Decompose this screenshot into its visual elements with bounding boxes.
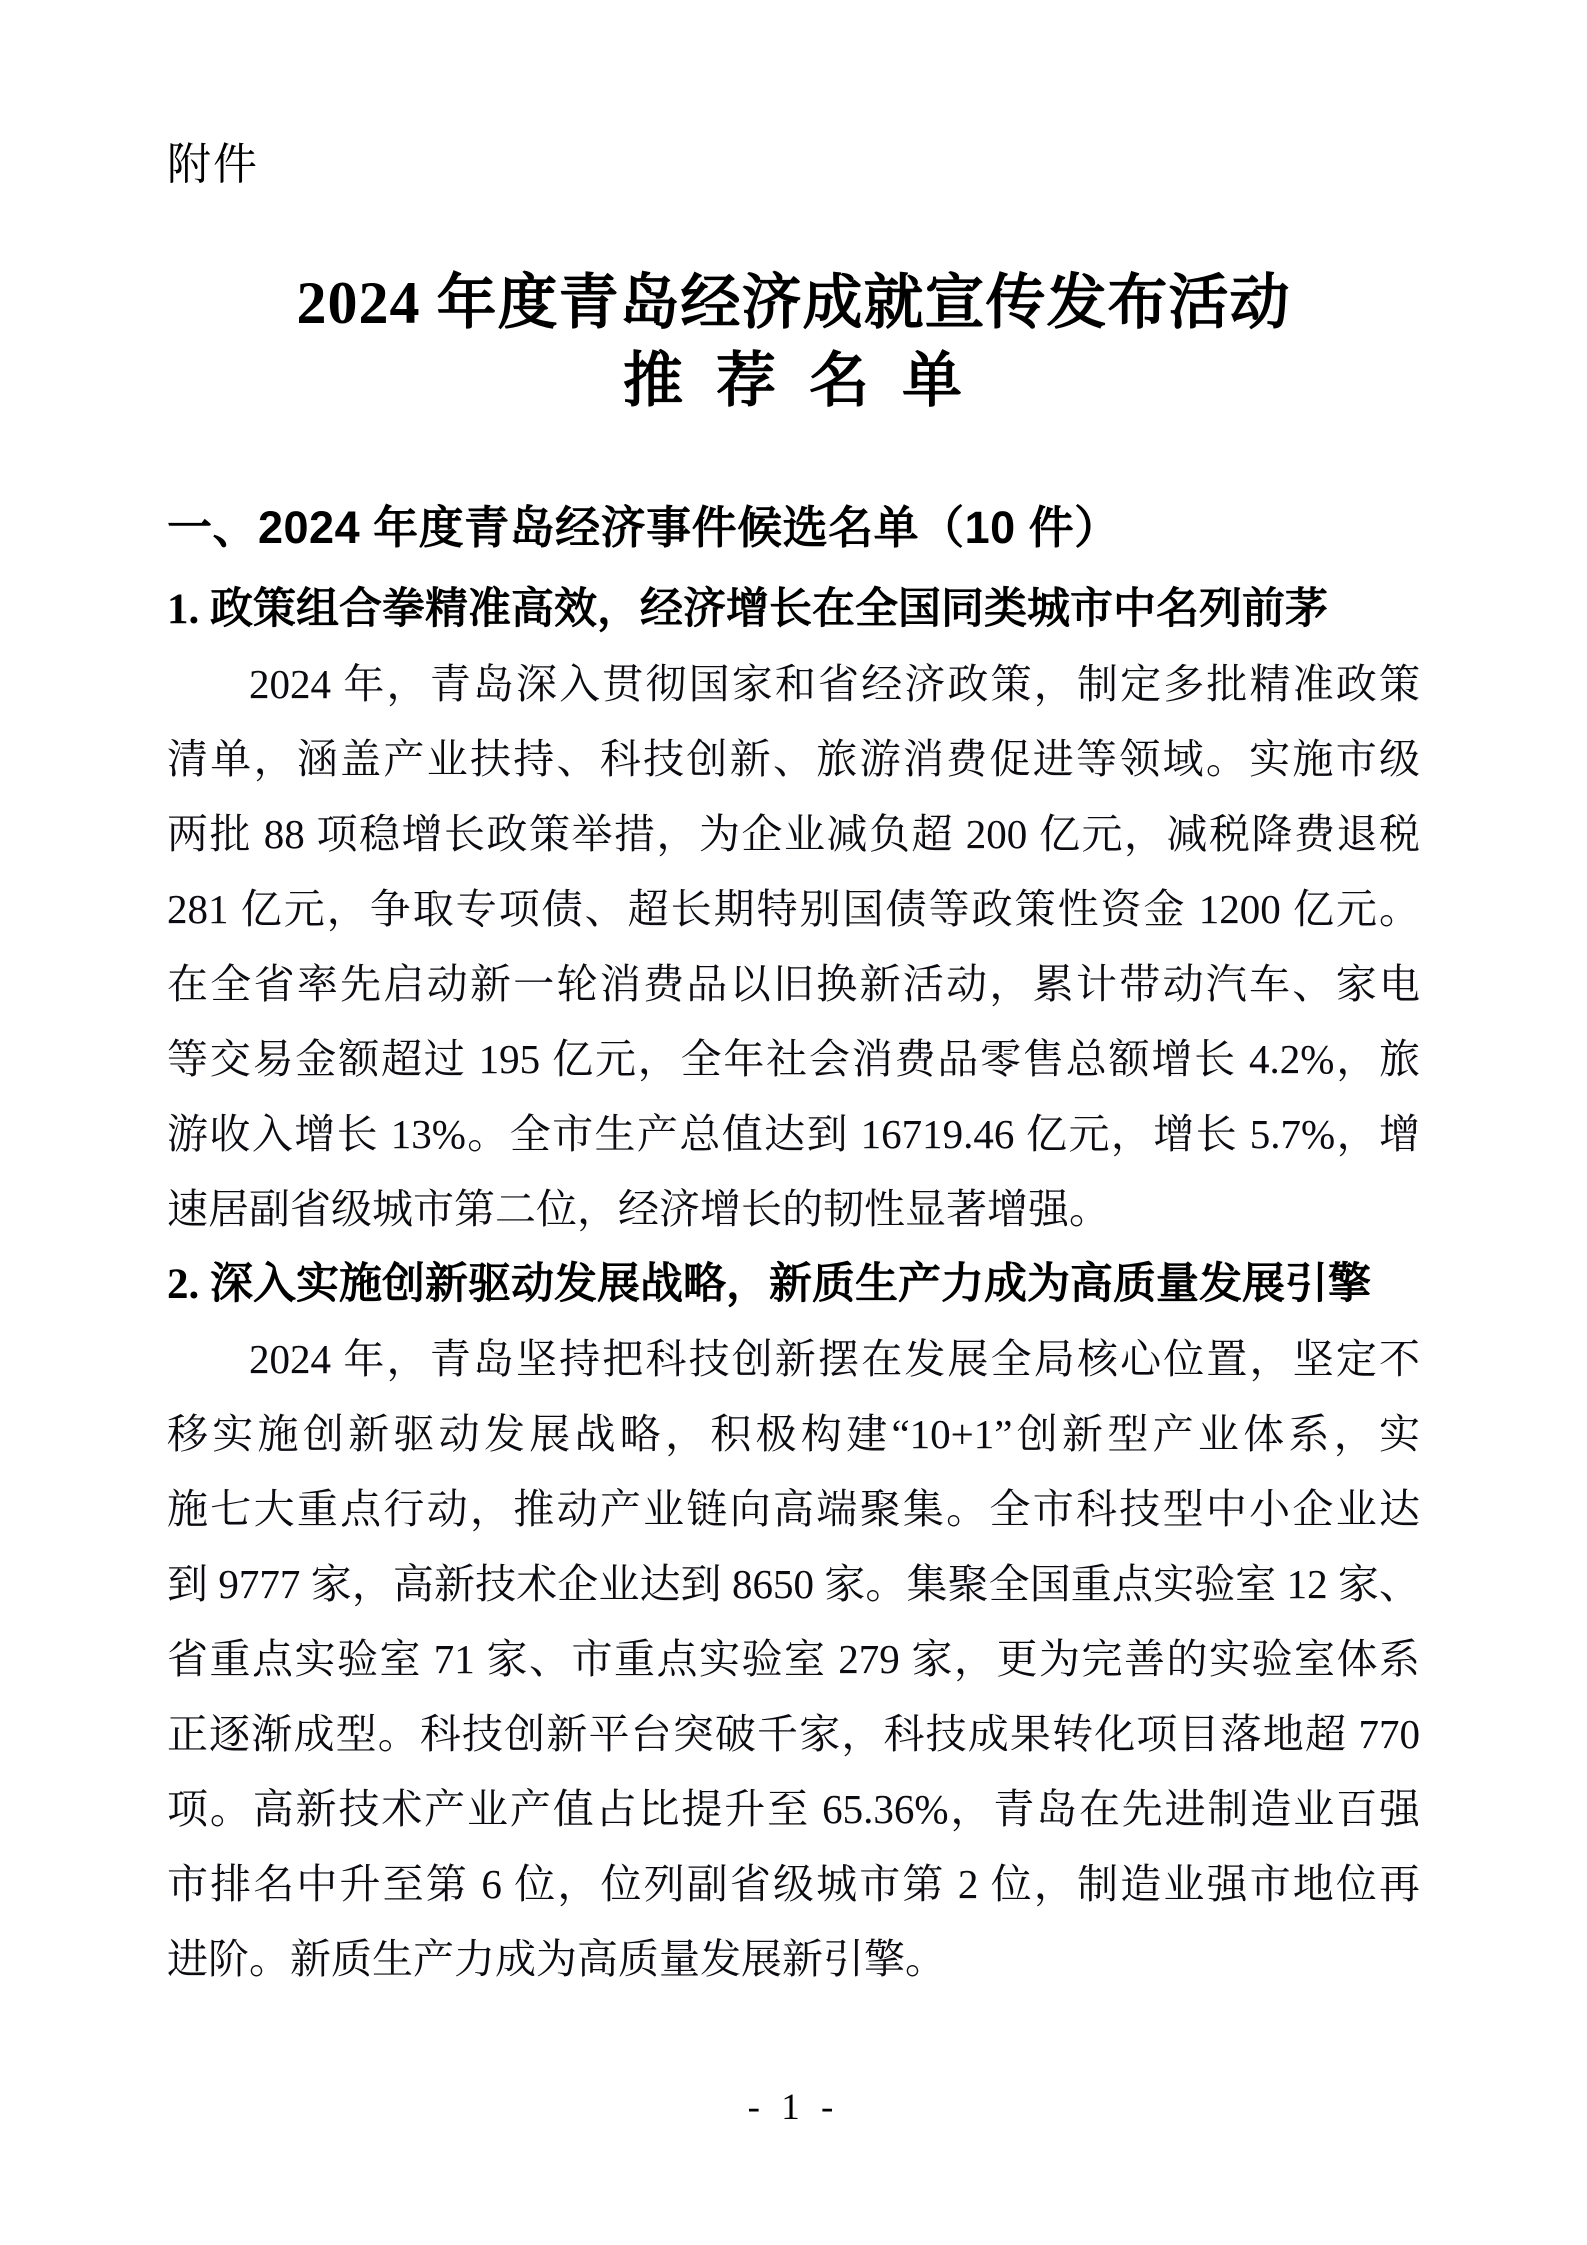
body-line: 市排名中升至第 6 位，位列副省级城市第 2 位，制造业强市地位再: [167, 1861, 1420, 1907]
body-line: 项。高新技术产业产值占比提升至 65.36%，青岛在先进制造业百强: [167, 1786, 1420, 1832]
section-heading: 一、2024 年度青岛经济事件候选名单（10 件）: [167, 502, 1120, 553]
body-line: 2024 年，青岛深入贯彻国家和省经济政策，制定多批精准政策: [249, 661, 1420, 707]
page-number: - 1 -: [747, 2087, 840, 2128]
body-line: 正逐渐成型。科技创新平台突破千家，科技成果转化项目落地超 770: [167, 1711, 1420, 1757]
body-line: 两批 88 项稳增长政策举措，为企业减负超 200 亿元，减税降费退税: [167, 811, 1420, 857]
body-line: 2024 年，青岛坚持把科技创新摆在发展全局核心位置，坚定不: [249, 1336, 1420, 1382]
body-line: 进阶。新质生产力成为高质量发展新引擎。: [167, 1936, 946, 1982]
body-line: 等交易金额超过 195 亿元，全年社会消费品零售总额增长 4.2%，旅: [167, 1036, 1420, 1082]
body-line: 2. 深入实施创新驱动发展战略，新质生产力成为高质量发展引擎: [167, 1261, 1371, 1308]
body-line: 在全省率先启动新一轮消费品以旧换新活动，累计带动汽车、家电: [167, 961, 1420, 1007]
document-title-line2: 推 荐 名 单: [623, 348, 964, 414]
body-line: 施七大重点行动，推动产业链向高端聚集。全市科技型中小企业达: [167, 1486, 1420, 1532]
document-body: [167, 572, 1420, 1997]
attachment-label: 附件: [167, 140, 259, 189]
body-line: 游收入增长 13%。全市生产总值达到 16719.46 亿元，增长 5.7%，增: [167, 1111, 1420, 1157]
body-line: 速居副省级城市第二位，经济增长的韧性显著增强。: [167, 1186, 1110, 1232]
body-line: 移实施创新驱动发展战略，积极构建“10+1”创新型产业体系，实: [167, 1411, 1420, 1457]
body-line: 清单，涵盖产业扶持、科技创新、旅游消费促进等领域。实施市级: [167, 736, 1420, 782]
body-line: 省重点实验室 71 家、市重点实验室 279 家，更为完善的实验室体系: [167, 1636, 1420, 1682]
body-line: 到 9777 家，高新技术企业达到 8650 家。集聚全国重点实验室 12 家、: [167, 1561, 1420, 1607]
body-line: 281 亿元，争取专项债、超长期特别国债等政策性资金 1200 亿元。: [167, 886, 1420, 932]
document-title-line1: 2024 年度青岛经济成就宣传发布活动: [296, 270, 1291, 336]
body-line: 1. 政策组合拳精准高效，经济增长在全国同类城市中名列前茅: [167, 586, 1328, 633]
